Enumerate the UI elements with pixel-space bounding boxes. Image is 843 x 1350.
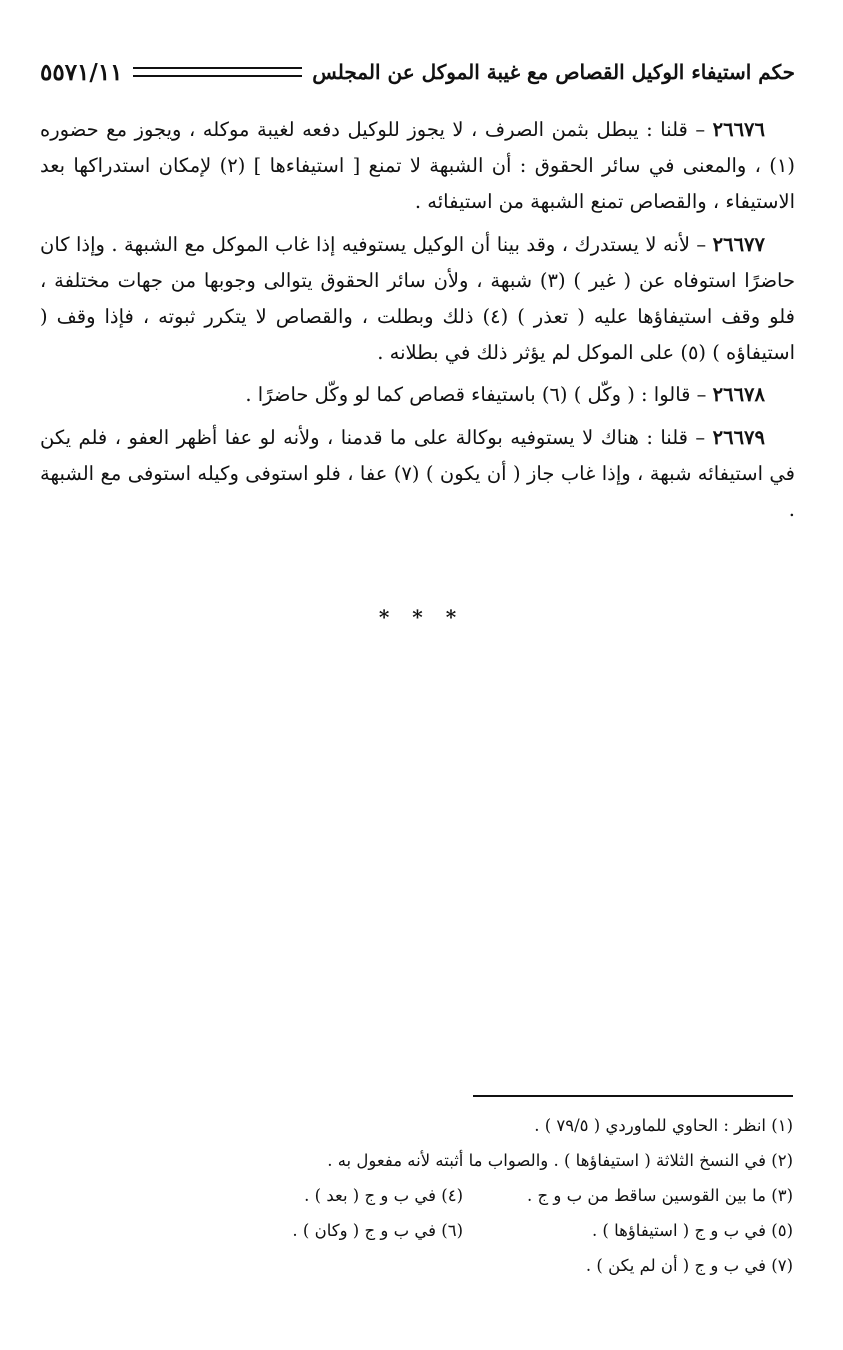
paragraph-number: ٢٦٦٧٨ — [712, 383, 765, 407]
body-text — [40, 112, 795, 534]
footnote-2: (٢) في النسخ الثلاثة ( استيفاؤها ) . والصواب ما أثبته لأنه مفعول به . — [327, 1151, 793, 1170]
paragraph-26676 — [40, 112, 795, 221]
paragraph-26678 — [40, 377, 795, 413]
footnote-row — [40, 1108, 793, 1143]
paragraph-26679 — [40, 420, 795, 529]
footnote-4: (٤) في ب و ج ( بعد ) . — [304, 1186, 463, 1205]
paragraph-text: – لأنه لا يستدرك ، وقد بينا أن الوكيل يستوفيه إذا غاب الموكل مع الشبهة . وإذا كان حاضرًا استوفاه عن ( غير ) (٣) شبهة ، ولأن سائر الحقوق يتوالى وجوبها من جهات مختلفة ، فلو وقف استيفاؤها عليه ( تعذر ) (٤) ذلك وبطلت ، والقصاص لا يتكرر ثبوته ، فإذا وقف ( استيفاؤه ) (٥) على الموكل لم يؤثر ذلك في بطلانه . — [40, 232, 795, 365]
footnote-7: (٧) في ب و ج ( أن لم يكن ) . — [585, 1256, 793, 1275]
paragraph-text: – قلنا : هناك لا يستوفيه بوكالة على ما قدمنا ، ولأنه لو عفا أظهر العفو ، فلم يكن في استيفائه شبهة ، وإذا غاب جاز ( أن يكون ) (٧) عفا ، فلو استوفى وكيله استوفى مع الشبهة . — [40, 425, 795, 522]
paragraph-number: ٢٦٦٧٩ — [712, 425, 765, 449]
page-number: ٥٥٧١/١١ — [40, 58, 123, 86]
page-header — [40, 52, 795, 92]
footnote-6: (٦) في ب و ج ( وكان ) . — [292, 1221, 463, 1240]
paragraph-number: ٢٦٦٧٧ — [712, 232, 765, 256]
paragraph-text: – قالوا : ( وكّل ) (٦) باستيفاء قصاص كما لو وكّل حاضرًا . — [245, 383, 713, 407]
paragraph-26677 — [40, 227, 795, 372]
footnote-5: (٥) في ب و ج ( استيفاؤها ) . — [591, 1221, 793, 1240]
footnote-row — [40, 1248, 793, 1283]
footnote-row — [40, 1213, 793, 1248]
running-title: حكم استيفاء الوكيل القصاص مع غيبة الموكل عن المجلس — [312, 60, 795, 84]
footnote-row — [40, 1143, 793, 1178]
footnote-3: (٣) ما بين القوسين ساقط من ب و ج . — [527, 1186, 793, 1205]
footnote-rule — [473, 1095, 793, 1097]
section-separator: * * * — [378, 605, 465, 629]
paragraph-number: ٢٦٦٧٦ — [712, 118, 765, 141]
footnote-row — [40, 1178, 793, 1213]
paragraph-text: – قلنا : يبطل بثمن الصرف ، لا يجوز للوكيل دفعه لغيبة موكله ، ويجوز مع حضوره (١) ، والمعنى في سائر الحقوق : أن الشبهة لا تمنع [ استيفاءها ] (٢) لإمكان استدراكها بعد الاستيفاء ، والقصاص تمنع الشبهة من استيفائه . — [40, 118, 795, 214]
footnote-1: (١) انظر : الحاوي للماوردي ( ٧٩/٥ ) . — [534, 1116, 793, 1135]
header-double-rule — [133, 67, 303, 77]
footnotes — [40, 1108, 793, 1283]
